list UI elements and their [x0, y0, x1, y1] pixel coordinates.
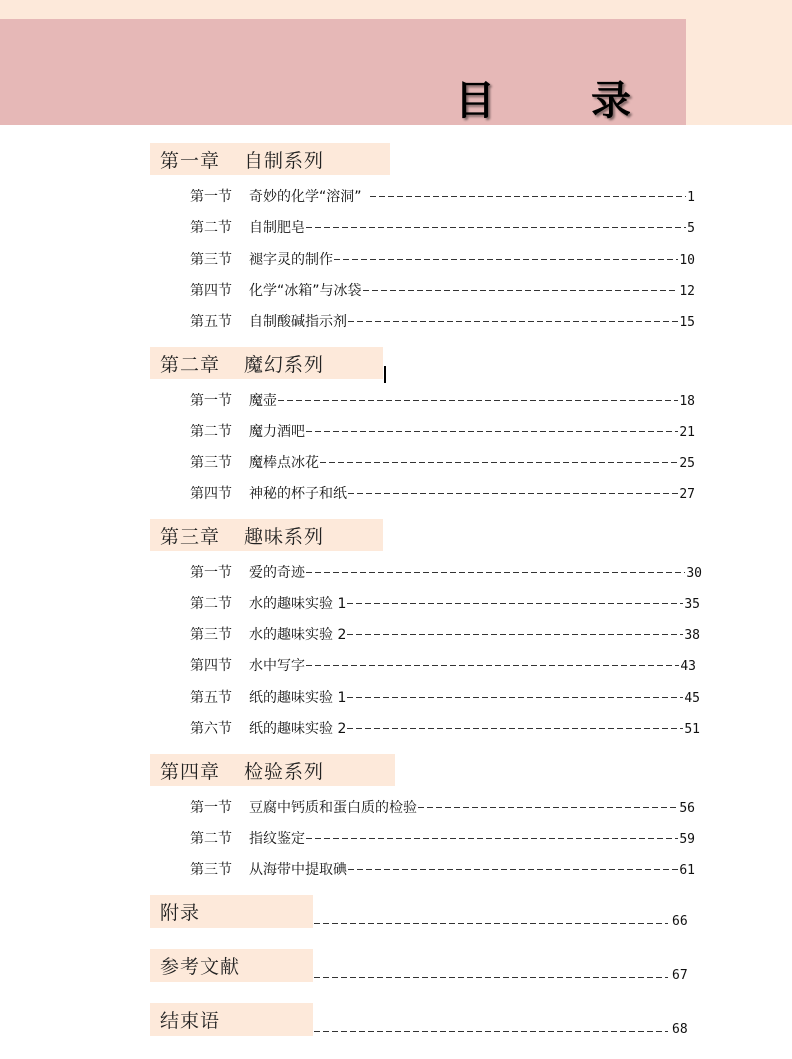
- section-number: 第六节: [190, 721, 232, 737]
- dot-leader: [348, 493, 678, 494]
- toc-entry[interactable]: [190, 186, 695, 208]
- section-title: 水的趣味实验 1: [249, 596, 347, 612]
- page-number: 43: [680, 659, 696, 674]
- toc-entry[interactable]: [190, 452, 695, 474]
- dot-leader: [347, 634, 683, 635]
- page-number: 5: [687, 221, 695, 236]
- section-title: 魔力酒吧: [249, 424, 305, 440]
- page-number: 12: [679, 284, 695, 299]
- closing-remarks-heading[interactable]: [150, 1003, 313, 1036]
- chapter-heading-3[interactable]: [150, 519, 383, 551]
- section-number: 第一节: [190, 393, 232, 409]
- chapter-title: 魔幻系列: [244, 353, 325, 376]
- section-title: 奇妙的化学“溶洞”: [249, 189, 362, 205]
- section-number: 第五节: [190, 690, 232, 706]
- dot-leader: [314, 977, 668, 978]
- section-title: 纸的趣味实验 1: [249, 690, 347, 706]
- section-number: 第二节: [190, 596, 232, 612]
- dot-leader: [347, 697, 683, 698]
- dot-leader: [314, 1031, 668, 1032]
- dot-leader: [348, 321, 678, 322]
- toc-entry[interactable]: [190, 421, 695, 443]
- dot-leader: [278, 400, 678, 401]
- dot-leader: [306, 665, 679, 666]
- section-title: 豆腐中钙质和蛋白质的检验: [249, 800, 417, 816]
- page-number: 45: [684, 691, 700, 706]
- chapter-title: 趣味系列: [244, 525, 325, 548]
- chapter-number: 第二章: [160, 353, 221, 376]
- dot-leader: [347, 728, 683, 729]
- toc-entry[interactable]: [190, 390, 695, 412]
- section-title: 褪字灵的制作: [249, 252, 333, 268]
- section-number: 第二节: [190, 424, 232, 440]
- section-title: 自制酸碱指示剂: [249, 314, 347, 330]
- section-number: 第一节: [190, 800, 232, 816]
- section-title: 魔棒点冰花: [249, 455, 319, 471]
- page-number: 68: [672, 1022, 688, 1037]
- page-number: 18: [679, 394, 695, 409]
- page-number: 15: [679, 315, 695, 330]
- page-number: 25: [679, 456, 695, 471]
- page-number: 66: [672, 914, 688, 929]
- section-title: 魔壶: [249, 393, 277, 409]
- section-number: 第三节: [190, 252, 232, 268]
- section-title: 爱的奇迹: [249, 565, 305, 581]
- section-title: 指纹鉴定: [249, 831, 305, 847]
- dot-leader: [347, 603, 683, 604]
- page-number: 35: [684, 597, 700, 612]
- page-number: 21: [679, 425, 695, 440]
- toc-entry[interactable]: [190, 655, 696, 677]
- page-number: 1: [687, 190, 695, 205]
- page-number: 10: [679, 253, 695, 268]
- chapter-title: 自制系列: [244, 149, 325, 172]
- toc-entry[interactable]: [190, 217, 695, 239]
- back-matter-title: 参考文献: [160, 956, 241, 978]
- dot-leader: [320, 462, 678, 463]
- text-cursor: [384, 366, 386, 383]
- section-title: 从海带中提取碘: [249, 862, 347, 878]
- section-number: 第二节: [190, 220, 232, 236]
- section-number: 第四节: [190, 283, 232, 299]
- section-title: 化学“冰箱”与冰袋: [249, 283, 362, 299]
- page-number: 56: [679, 801, 695, 816]
- dot-leader: [306, 227, 686, 228]
- section-number: 第二节: [190, 831, 232, 847]
- section-number: 第一节: [190, 189, 232, 205]
- section-title: 自制肥皂: [249, 220, 305, 236]
- section-number: 第一节: [190, 565, 232, 581]
- page-number: 27: [679, 487, 695, 502]
- page-number: 38: [684, 628, 700, 643]
- dot-leader: [306, 838, 678, 839]
- dot-leader: [314, 923, 668, 924]
- section-title: 水的趣味实验 2: [249, 627, 347, 643]
- section-title: 神秘的杯子和纸: [249, 486, 347, 502]
- chapter-number: 第一章: [160, 149, 221, 172]
- dot-leader: [348, 869, 678, 870]
- page-number: 51: [684, 722, 700, 737]
- section-number: 第三节: [190, 862, 232, 878]
- chapter-number: 第四章: [160, 760, 221, 783]
- page-number: 30: [686, 566, 702, 581]
- page-number: 59: [679, 832, 695, 847]
- toc-entry[interactable]: [190, 859, 695, 881]
- toc-entry[interactable]: [190, 562, 702, 584]
- section-number: 第三节: [190, 627, 232, 643]
- section-number: 第四节: [190, 658, 232, 674]
- chapter-number: 第三章: [160, 525, 221, 548]
- section-number: 第四节: [190, 486, 232, 502]
- dot-leader: [306, 572, 685, 573]
- chapter-heading-4[interactable]: [150, 754, 395, 786]
- toc-entry[interactable]: [190, 280, 695, 302]
- title-char-2: 录: [591, 76, 631, 124]
- dot-leader: [363, 290, 679, 291]
- chapter-heading-2[interactable]: [150, 347, 383, 379]
- page-number: 61: [679, 863, 695, 878]
- dot-leader: [334, 259, 678, 260]
- dot-leader: [306, 431, 678, 432]
- section-number: 第三节: [190, 455, 232, 471]
- toc-entry[interactable]: [190, 593, 700, 615]
- toc-entry[interactable]: [190, 687, 700, 709]
- toc-entry[interactable]: [190, 311, 695, 333]
- toc-entry[interactable]: [190, 718, 700, 740]
- toc-entry[interactable]: [190, 483, 695, 505]
- toc-entry[interactable]: [190, 624, 700, 646]
- toc-entry[interactable]: [190, 828, 695, 850]
- title-char-1: 目: [455, 76, 495, 124]
- chapter-heading-1[interactable]: [150, 143, 390, 175]
- section-title: 水中写字: [249, 658, 305, 674]
- dot-leader: [370, 196, 687, 197]
- chapter-title: 检验系列: [244, 760, 325, 783]
- back-matter-title: 结束语: [160, 1010, 221, 1032]
- page-number: 67: [672, 968, 688, 983]
- back-matter-title: 附录: [160, 902, 201, 924]
- appendix-heading[interactable]: [150, 895, 313, 928]
- section-number: 第五节: [190, 314, 232, 330]
- toc-entry[interactable]: [190, 249, 695, 271]
- references-heading[interactable]: [150, 949, 313, 982]
- toc-entry[interactable]: [190, 797, 695, 819]
- dot-leader: [418, 807, 678, 808]
- page-title: [455, 72, 631, 122]
- section-title: 纸的趣味实验 2: [249, 721, 347, 737]
